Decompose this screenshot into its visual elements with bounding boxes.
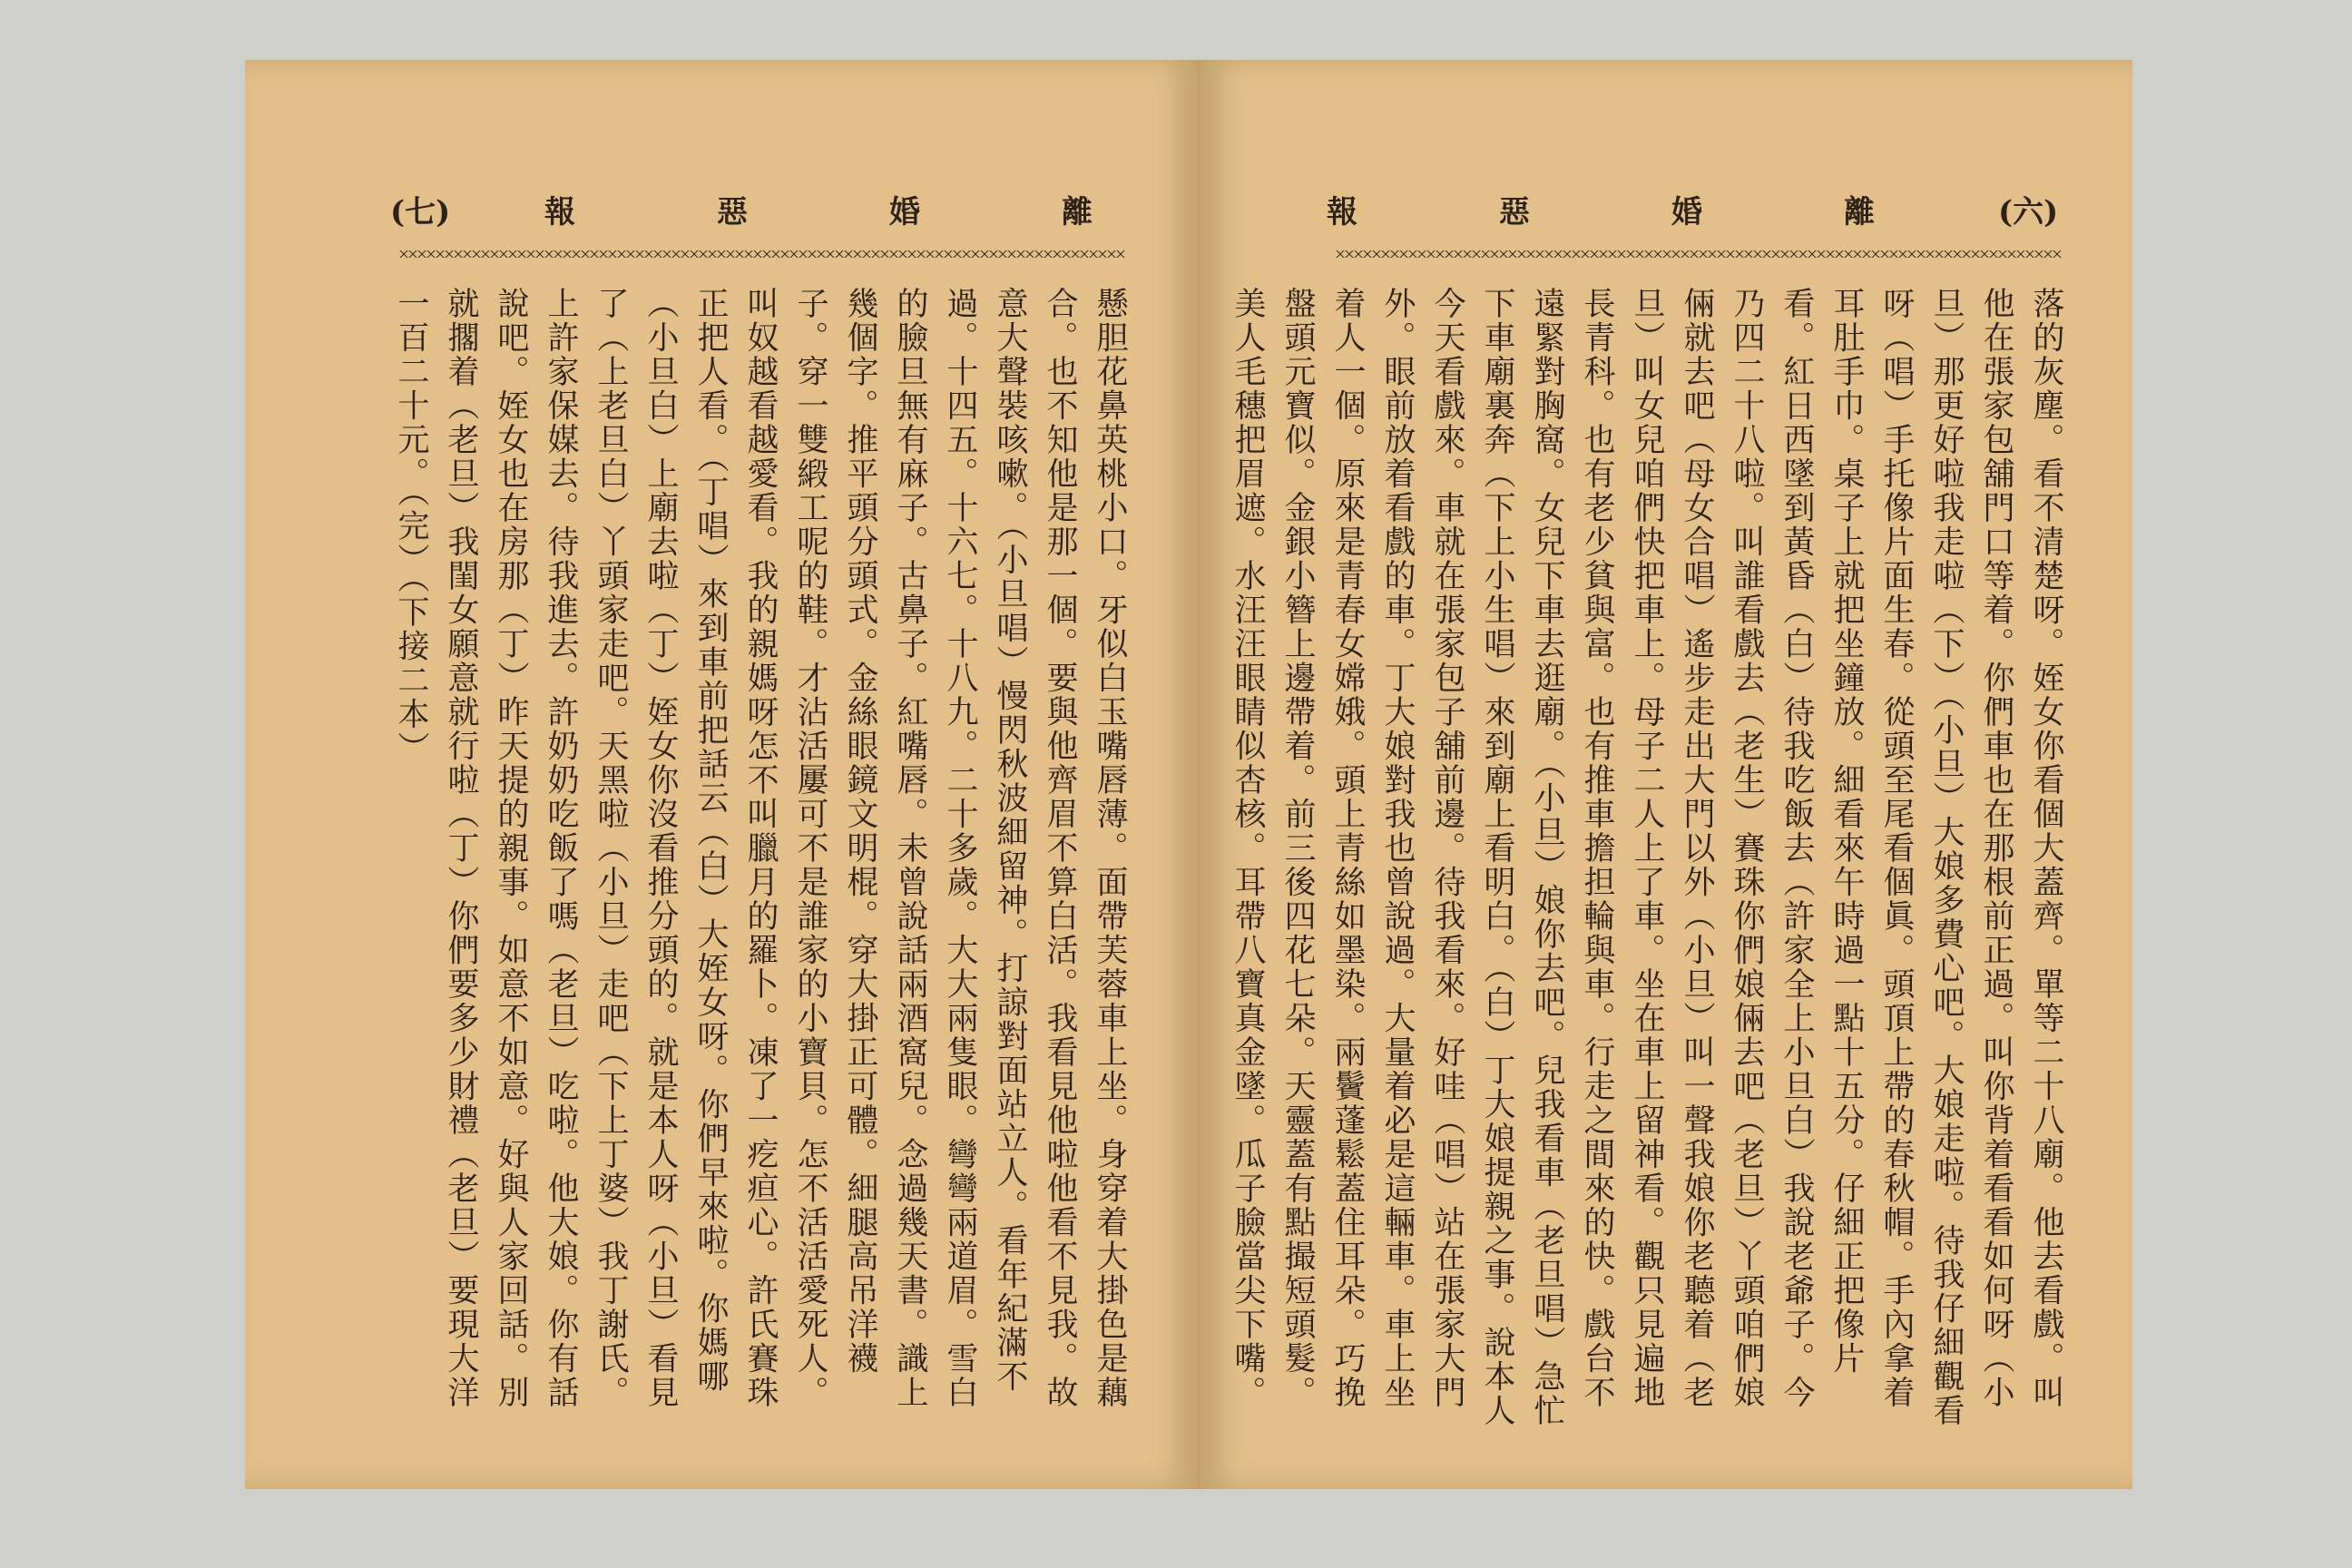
left-page-header (390, 187, 1116, 241)
left-title-char-2: 惡 (717, 194, 748, 230)
right-page (1200, 60, 2132, 1489)
right-page-header (1327, 187, 2071, 241)
right-header-rule (1336, 250, 2062, 258)
right-title-char-4: 報 (1327, 194, 1357, 230)
right-page-number: (六) (1998, 194, 2059, 230)
left-title-char-3: 婚 (889, 194, 920, 230)
book-spread (245, 60, 2132, 1489)
right-page-text: 落的灰塵。看不清楚呀。姪女你看個大蓋齊。單等二十八廟。他去看戲。叫他在張家包舖門口等着。你們車也在那根前正過。叫你背着看看如何呀（小旦）那更好啦我走啦（下）（小旦）大娘多費心吧。大娘走啦。待我仔細觀看呀（唱）手托像片面生春。從頭至尾看個眞。頭頂上帶的春秋帽。手內拿着耳肚手巾。桌子上就把坐鐘放。細看來午時過一點十五分。仔細正把像片看。紅日西墜到黃昏（白）待我吃飯去（許家全上小旦白）我說老爺子。今乃四二十八啦。叫誰看戲去（老生）賽珠你們娘倆去吧（老旦）丫頭咱們娘倆就去吧（母女合唱）遙步走出大門以外（小旦）叫一聲我娘你老聽着（老旦）叫女兒咱們快把車上。母子二人上了車。坐在車上留神看。觀只見遍地長青科。也有老少貧與富。也有推車擔担輪與車。行走之間來的快。戲台不遠緊對胸窩。女兒下車去逛廟。（小旦）娘你去吧。兒我看車（老旦唱）急忙下車廟裏奔（下上小生唱）來到廟上看明白。（白）丁大娘提親之事。說本人今天看戲來。車就在張家包子舖前邊。待我看來。好哇（唱）站在張家大門外。眼前放着看戲的車。丁大娘對我也曾說過。大量着必是這輛車。車上坐着人一個。原來是青春女嫦娥。頭上青絲如墨染。兩鬢蓬鬆蓋住耳朵。巧挽盤頭元寶似。金銀小簪上邊帶着。前三後四花七朵。天靈蓋有點撮短頭髮。美人毛穗把眉遮。水汪汪眼睛似杏核。耳帶八寶真金墜。瓜子臉當尖下嘴。 (1230, 287, 2064, 1428)
right-page-body (1230, 287, 2071, 1430)
left-header-rule (399, 250, 1125, 258)
right-title-char-2: 婚 (1671, 194, 1702, 230)
left-page-text: 懸胆花鼻英桃小口。牙似白玉嘴唇薄。面帶芙蓉車上坐。身穿着大掛色是藕合。也不知他是那一個。要與他齊眉不算白活。我看見他啦他看不見我。故意大聲裝咳嗽。（小旦唱）慢閃秋波細留神。打諒對面站立人。看年紀滿不過。十四五。十六七。十八九。二十多歲。大大兩隻眼。彎彎兩道眉。雪白的臉旦無有麻子。古鼻子。紅嘴唇。未曾說話兩酒窩兒。念過幾天書。識上幾個字。推平頭分頭式。金絲眼鏡文明棍。穿大掛正可體。細腿高吊洋襪子。穿一雙緞工呢的鞋。才沾活屢可不是誰家的小寶貝。怎不活活愛死人。叫奴越看越愛看。我的親媽呀怎不叫臘月的羅卜。凍了一疙疸心。許氏賽珠正把人看。（丁唱）來到車前把話云（白）大姪女呀。你們早來啦。你媽哪（小旦白）上廟去啦（丁）姪女你沒看推分頭的。就是本人呀（小旦）看見了（上老旦白）丫頭家走吧。天黑啦（小旦）走吧（下上丁婆）我丁謝氏。上許家保媒去。待我進去。許奶奶吃飯了嗎（老旦）吃啦。他大娘。你有話說吧。姪女也在房那（丁）昨天提的親事。如意不如意。好與人家回話。別就擱着（老旦）我閨女願意就行啦（丁）你們要多少財禮（老旦）要現大洋一百二十元。（完）（下接二本） (393, 287, 1128, 1410)
left-page (245, 60, 1200, 1489)
left-title-char-4: 離 (1062, 194, 1093, 230)
left-page-number: (七) (390, 194, 451, 230)
right-title-char-1: 離 (1844, 194, 1875, 230)
left-page-body (393, 287, 1134, 1430)
right-title-char-3: 惡 (1499, 194, 1530, 230)
left-title-char-1: 報 (544, 194, 575, 230)
